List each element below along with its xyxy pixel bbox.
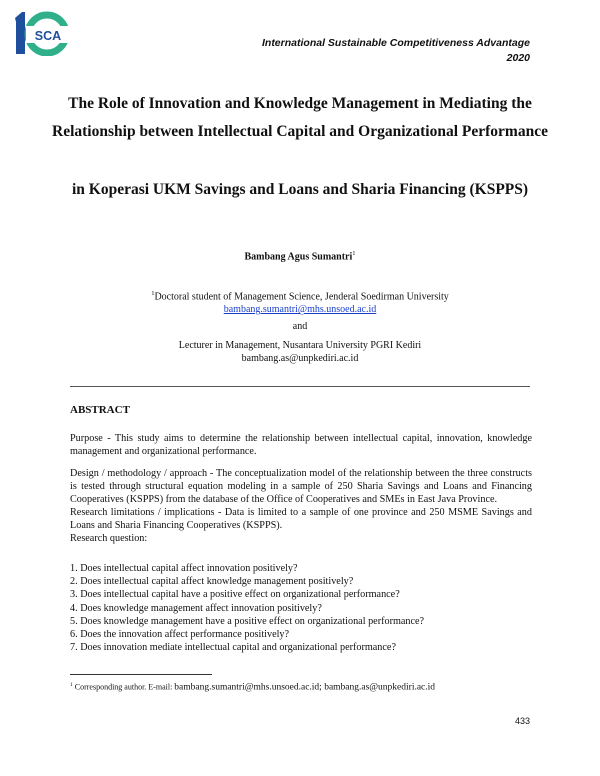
research-question-heading: Research question: <box>70 533 148 544</box>
svg-text:SCA: SCA <box>34 29 62 43</box>
conference-year: 2020 <box>506 52 530 64</box>
footnote-divider <box>70 674 212 675</box>
affiliation-mark: 1 <box>151 290 155 297</box>
affiliation-1-text: Doctoral student of Management Science, Jenderal Soedirman University <box>154 291 449 303</box>
author-name-text: Bambang Agus Sumantri <box>244 251 353 263</box>
affiliation-1 <box>0 287 600 316</box>
list-item: 4. Does knowledge management affect innovation positively? <box>70 602 322 614</box>
design-text: Design / methodology / approach - The conceptualization model of the relationship between the three constructs is tested through structural equation modeling in a sample of 250 Sharia Savings and Loans and Financing Cooperatives (KSPPS) from the database of the Office of Cooperatives and SMEs in East Java Province. <box>70 468 532 505</box>
list-item: 5. Does knowledge management have a positive effect on organizational performance? <box>70 615 425 627</box>
author-name <box>0 250 600 262</box>
paper-title: The Role of Innovation and Knowledge Management in Mediating the Relationship between Intellectual Capital and Organizational Performance <box>52 95 548 140</box>
email-2: bambang.as@unpkediri.ac.id <box>241 353 359 364</box>
conference-header <box>262 36 530 66</box>
divider-line <box>70 386 530 387</box>
research-question-list <box>70 562 540 654</box>
footnote <box>70 682 435 693</box>
and-separator: and <box>292 321 308 332</box>
abstract-heading: ABSTRACT <box>70 404 130 416</box>
list-item: 1. Does intellectual capital affect innovation positively? <box>70 563 298 574</box>
email-link-1[interactable]: bambang.sumantri@mhs.unsoed.ac.id <box>223 304 377 316</box>
footnote-label: Corresponding author. E-mail: <box>74 682 173 692</box>
abstract-design <box>70 467 532 545</box>
author-footnote-mark: 1 <box>352 250 356 257</box>
affiliation-2 <box>0 339 600 365</box>
list-item: 3. Does intellectual capital have a positive effect on organizational performance? <box>70 589 400 601</box>
list-item: 2. Does intellectual capital affect knowledge management positively? <box>70 576 354 588</box>
footnote-emails: bambang.sumantri@mhs.unsoed.ac.id; bambang.as@unpkediri.ac.id <box>174 682 436 693</box>
conference-name: International Sustainable Competitiveness Advantage <box>261 37 530 49</box>
icsca-logo <box>12 10 72 56</box>
page-number: 433 <box>514 716 530 726</box>
purpose-text: Purpose - This study aims to determine the relationship between intellectual capital, innovation, knowledge management and organizational performance. <box>70 433 532 457</box>
paper-subtitle: in Koperasi UKM Savings and Loans and Sharia Financing (KSPPS) <box>71 181 529 198</box>
abstract-purpose <box>70 432 532 458</box>
limitations-text: Research limitations / implications - Data is limited to a sample of one province and 250 MSME Savings and Loans and Sharia Financing Cooperatives (KSPPS). <box>70 507 532 531</box>
affiliation-2-text: Lecturer in Management, Nusantara University PGRI Kediri <box>178 340 422 351</box>
list-item: 6. Does the innovation affect performance positively? <box>70 629 290 641</box>
list-item: 7. Does innovation mediate intellectual capital and organizational performance? <box>70 642 396 654</box>
footnote-mark: 1 <box>70 682 73 688</box>
